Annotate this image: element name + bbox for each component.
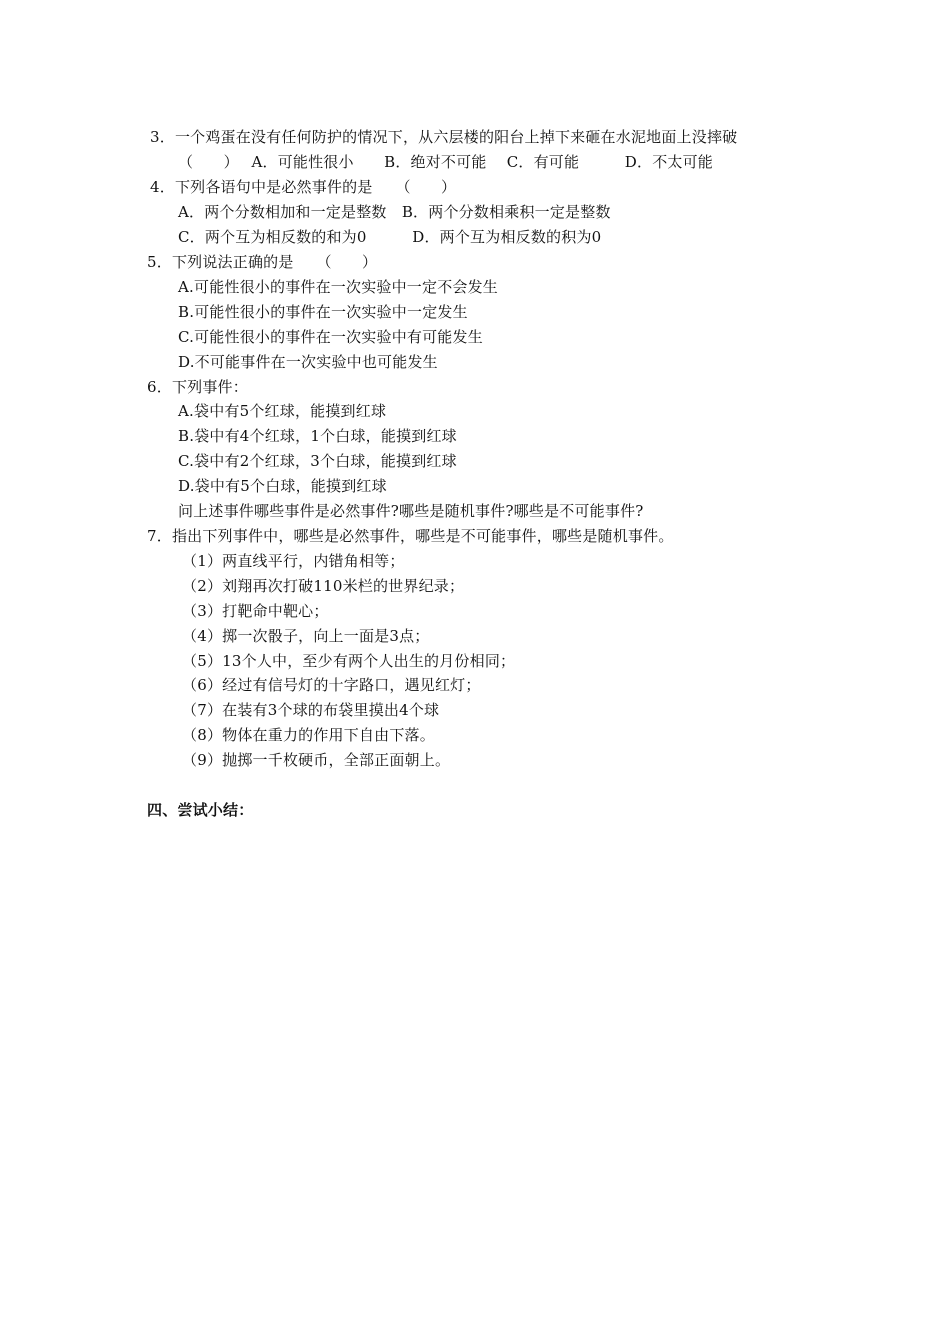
q3-stem: 3．一个鸡蛋在没有任何防护的情况下，从六层楼的阳台上掉下来砸在水泥地面上没摔破	[150, 128, 738, 146]
q7-stem: 7．指出下列事件中，哪些是必然事件，哪些是不可能事件，哪些是随机事件。	[147, 527, 674, 545]
q7-item-7: （7）在装有3个球的布袋里摸出4个球	[182, 701, 440, 719]
q5-option-d: D.不可能事件在一次实验中也可能发生	[178, 353, 438, 371]
q5-stem: 5．下列说法正确的是 （ ）	[147, 253, 378, 271]
q7-item-5: （5）13个人中，至少有两个人出生的月份相同；	[182, 652, 516, 670]
q6-question: 问上述事件哪些事件是必然事件?哪些是随机事件?哪些是不可能事件?	[178, 502, 644, 520]
q4-option-cd: C．两个互为相反数的和为0 D．两个互为相反数的积为0	[178, 228, 602, 246]
q6-option-a: A.袋中有5个红球，能摸到红球	[178, 402, 387, 420]
q3-options: （ ） A．可能性很小 B．绝对不可能 C．有可能 D．不太可能	[178, 153, 713, 171]
q6-option-b: B.袋中有4个红球，1个白球，能摸到红球	[178, 427, 457, 445]
q7-item-9: （9）抛掷一千枚硬币，全部正面朝上。	[182, 751, 451, 769]
q4-stem: 4．下列各语句中是必然事件的是 （ ）	[150, 178, 457, 196]
q6-stem: 6．下列事件：	[147, 378, 248, 396]
q5-option-a: A.可能性很小的事件在一次实验中一定不会发生	[178, 278, 499, 296]
q7-item-8: （8）物体在重力的作用下自由下落。	[182, 726, 435, 744]
q7-item-4: （4）掷一次骰子，向上一面是3点；	[182, 627, 430, 645]
q6-option-c: C.袋中有2个红球，3个白球，能摸到红球	[178, 452, 457, 470]
q6-option-d: D.袋中有5个白球，能摸到红球	[178, 477, 387, 495]
q7-item-3: （3）打靶命中靶心；	[182, 602, 329, 620]
q7-item-2: （2）刘翔再次打破110米栏的世界纪录；	[182, 577, 465, 595]
q5-option-b: B.可能性很小的事件在一次实验中一定发生	[178, 303, 468, 321]
q7-item-1: （1）两直线平行，内错角相等；	[182, 552, 405, 570]
section-heading-summary: 四、尝试小结：	[147, 801, 254, 819]
q7-item-6: （6）经过有信号灯的十字路口，遇见红灯；	[182, 676, 481, 694]
q4-option-ab: A．两个分数相加和一定是整数 B．两个分数相乘积一定是整数	[178, 203, 611, 221]
q5-option-c: C.可能性很小的事件在一次实验中有可能发生	[178, 328, 483, 346]
